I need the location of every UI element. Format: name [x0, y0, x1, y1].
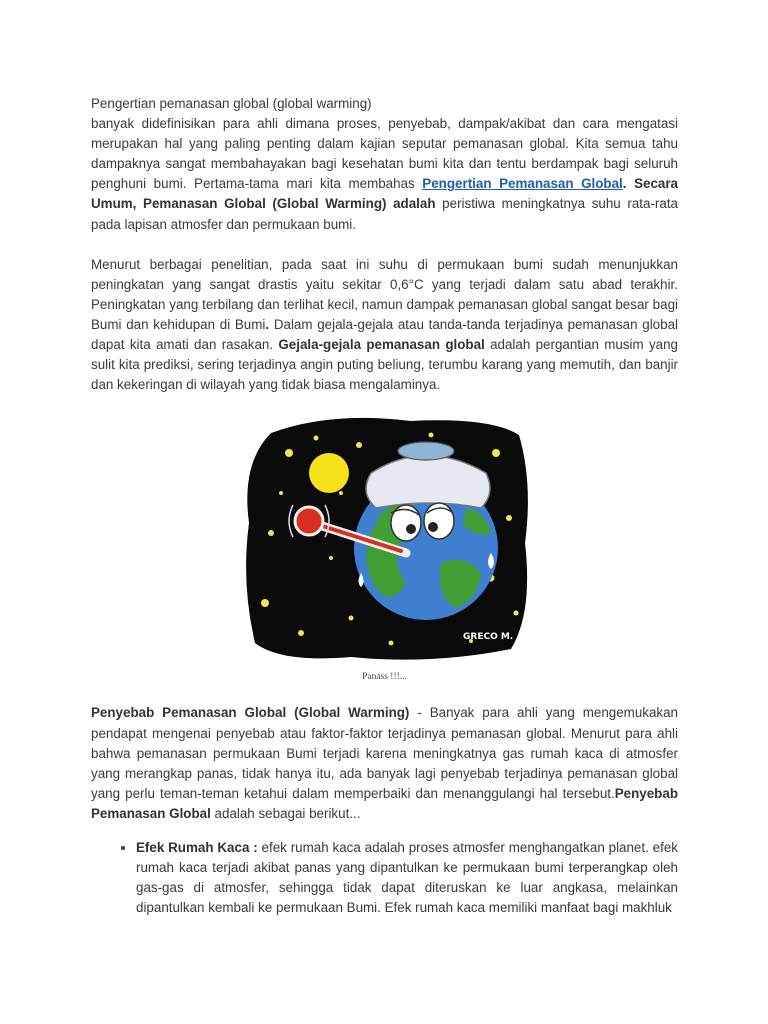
- section-heading: Pengertian pemanasan global (global warming): [91, 96, 372, 111]
- bold-span: Gejala-gejala pemanasan global: [278, 337, 485, 353]
- text-span: banyak didefinisikan para ahli dimana proses, penyebab, dampak/akibat dan cara mengatasi merupakan hal yang paling penting dalam kajian seputar pemanasan global. Kita semua tahu dampaknya sangat membahayakan bagi kesehatan bumi kita dan tentu berdampak bagi seluruh penghuni bumi. Pertama-tama mari kita membahas: [91, 116, 678, 192]
- text-span: peristiwa meningkatnya suhu rata-rata pada lapisan atmosfer dan permukaan bumi.: [91, 196, 678, 232]
- bold-span: Penyebab Pemanasan Global (Global Warming): [91, 705, 410, 721]
- text-span: Dalam gejala-gejala atau tanda-tanda terjadinya pemanasan global dapat kita amati dan rasakan.: [91, 316, 678, 353]
- paragraph-definition: [91, 114, 678, 235]
- text-span: Menurut berbagai penelitian, pada saat ini suhu di permukaan bumi sudah menunjukkan peningkatan yang sangat drastis yaitu sekitar 0,6°C yang terjadi dalam satu abad terakhir. Peningkatan yang terbilang dan terlihat kecil, namun dampak pemanasan global sangat besar bagi Bumi dan kehidupan di Bumi: [91, 256, 678, 332]
- text-span: adalah pergantian musim yang sulit kita prediksi, sering terjadinya angin puting beliung, terumbu karang yang memutih, dan banjir dan kekeringan di wilayah yang tidak biasa mengalaminya.: [91, 337, 678, 393]
- bold-span: Penyebab Pemanasan Global: [91, 785, 678, 821]
- cartoon-figure: [91, 413, 678, 663]
- cause-list: [91, 838, 678, 918]
- text-span: - Banyak para ahli yang mengemukakan pendapat mengenai penyebab atau faktor-faktor terjadinya pemanasan global. Menurut para ahli bahwa pemanasan permukaan Bumi terjadi karena meningkatnya gas rumah kaca di atmosfer yang merangkap panas, tidak hanya itu, ada banyak lagi penyebab terjadinya pemanasan global yang perlu teman-teman ketahui dalam memperbaiki dan menanggulangi hal tersebut.: [91, 705, 679, 801]
- pengertian-link[interactable]: Pengertian Pemanasan Global: [422, 176, 623, 192]
- bullet-text: efek rumah kaca adalah proses atmosfer menghangatkan planet. efek rumah kaca terjadi akibat panas yang dipantulkan ke permukaan bumi terperangkap oleh gas-gas di atmosfer, sehingga tidak dapat diteruskan ke luar angkasa, melainkan dipantulkan kembali ke permukaan Bumi. Efek rumah kaca memiliki manfaat bagi makhluk: [136, 839, 678, 916]
- ice-bag-cap: [398, 442, 454, 460]
- bold-dot: .: [265, 316, 270, 332]
- sun-icon: [309, 453, 349, 493]
- sick-earth-illustration: [241, 413, 531, 663]
- article-body: [91, 94, 678, 918]
- figure-caption: Panass !!!...: [362, 672, 407, 683]
- list-item: [136, 838, 678, 918]
- bold-span: . Secara Umum, Pemanasan Global (Global Warming) adalah: [91, 176, 678, 212]
- bullet-title: Efek Rumah Kaca :: [136, 839, 258, 855]
- paragraph-causes: [91, 703, 678, 824]
- paragraph-research: [91, 255, 678, 396]
- artist-signature: GRECO M.: [463, 632, 514, 643]
- paragraph-gap: [91, 235, 678, 255]
- text-span: adalah sebagai berikut...: [210, 805, 361, 821]
